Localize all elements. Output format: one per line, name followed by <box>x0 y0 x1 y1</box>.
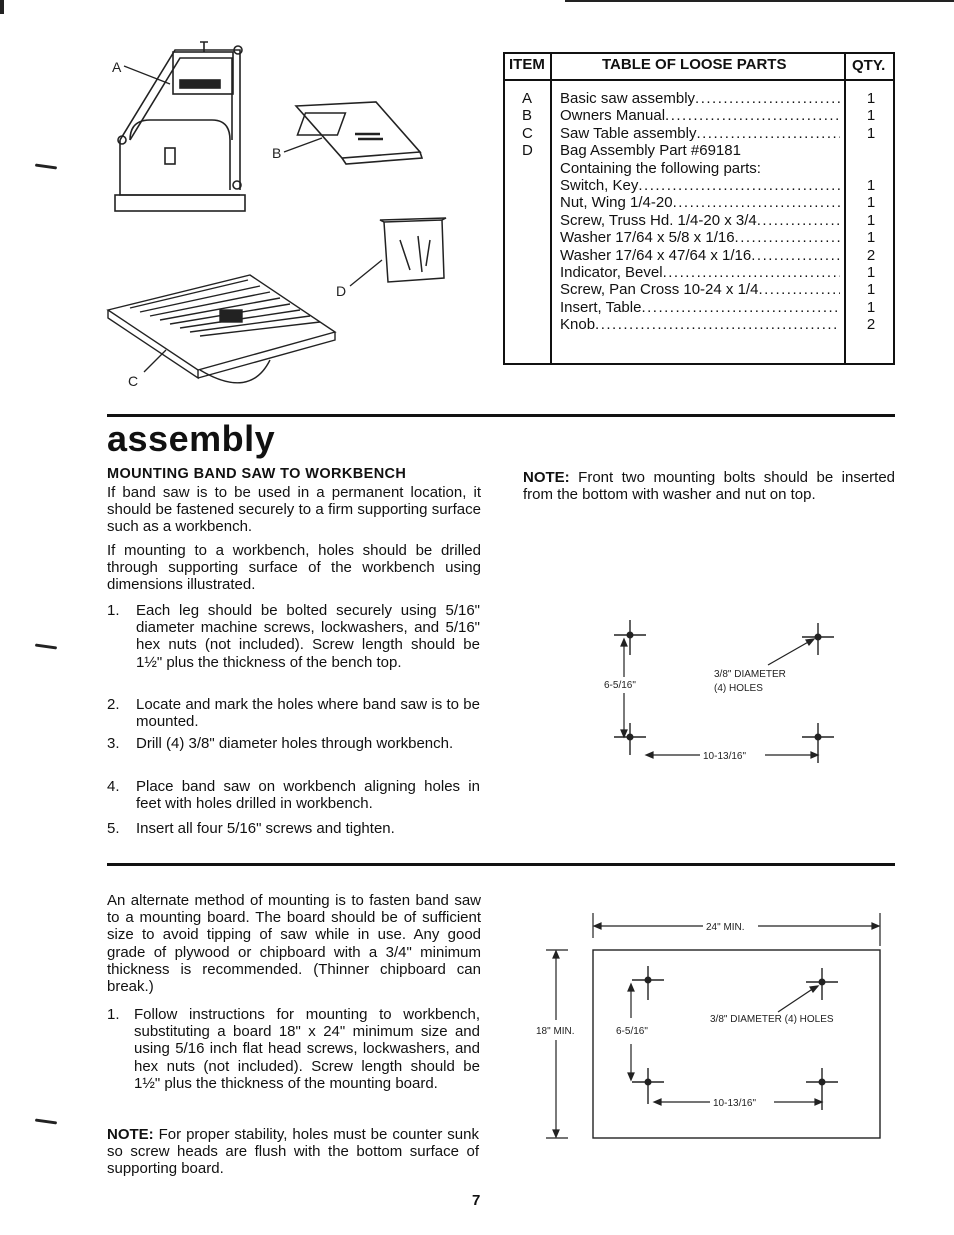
band-saw-drawing <box>115 42 245 211</box>
part-name: Containing the following parts: <box>560 159 761 177</box>
list-item <box>107 735 481 771</box>
part-name: Bag Assembly Part #69181 <box>560 142 741 160</box>
callout-label-a: A <box>112 59 122 75</box>
table-row <box>560 177 840 194</box>
step-text: Follow instructions for mounting to workbench, substituting a board 18" x 24" minimum size and using 5/16 inch flat head screws, lockwashers, and hex nuts (not included). Screw length should be 1½" plus the thickness of the mounting board. <box>134 1006 480 1092</box>
step-text: Place band saw on workbench aligning holes in feet with holes drilled in workbench. <box>136 778 480 813</box>
table-row <box>560 299 840 316</box>
quantity-cell: 1 <box>866 264 876 282</box>
hole-label: 3/8" DIAMETER <box>714 669 786 680</box>
hole-markers <box>632 966 838 1110</box>
step-text: Each leg should be bolted securely using 5/16" diameter machine screws, lockwashers, and 5/16" hex nuts (not included). Screw length should be 1½" plus the thickness of the bench top. <box>136 602 480 671</box>
section-subheading: MOUNTING BAND SAW TO WORKBENCH <box>107 466 407 482</box>
owners-manual-drawing <box>296 102 422 164</box>
note-text: Front two mounting bolts should be inserted from the bottom with washer and nut on top. <box>523 469 896 504</box>
quantity-cell: 1 <box>866 281 876 299</box>
part-name: Basic saw assembly <box>560 90 696 107</box>
quantity-cell: 1 <box>866 298 876 316</box>
list-item <box>107 696 481 732</box>
mounting-board-outline <box>593 950 880 1138</box>
quantity-cell: 1 <box>866 229 876 247</box>
quantity-column <box>861 90 881 334</box>
table-row <box>560 247 840 264</box>
table-header-rule <box>505 79 893 81</box>
step-text: Drill (4) 3/8" diameter holes through workbench. <box>136 735 454 752</box>
part-names <box>560 90 840 333</box>
margin-tick <box>35 643 57 649</box>
top-rule <box>565 0 954 2</box>
part-name: Screw, Truss Hd. 1/4-20 x 3/4 <box>560 211 757 229</box>
table-row <box>560 212 840 229</box>
mounting-board-diagram <box>528 908 888 1148</box>
table-row <box>560 142 840 159</box>
page-number: 7 <box>472 1192 481 1209</box>
part-name: Switch, Key <box>560 176 639 194</box>
section-rule <box>107 863 895 866</box>
step-text: Locate and mark the holes where band saw is to be mounted. <box>136 696 480 731</box>
step-number: 4. <box>107 778 120 795</box>
page-title: assembly <box>107 418 276 459</box>
part-name: Nut, Wing 1/4-20 <box>560 194 673 212</box>
board-height-dimension: 18" MIN. <box>536 1026 575 1037</box>
part-name: Washer 17/64 x 47/64 x 1/16 <box>560 246 752 264</box>
quantity-cell: 1 <box>866 194 876 212</box>
section-rule <box>107 414 895 417</box>
dimension-lines <box>621 639 818 758</box>
callout-label-c: C <box>128 373 139 389</box>
table-row <box>560 229 840 246</box>
part-name: Owners Manual <box>560 107 666 125</box>
table-divider <box>550 54 552 363</box>
table-row <box>560 90 840 107</box>
list-item <box>107 778 481 814</box>
table-row <box>560 194 840 211</box>
table-row <box>560 125 840 142</box>
page-corner-mark <box>0 0 4 14</box>
margin-tick <box>35 1118 57 1124</box>
part-name: Insert, Table <box>560 298 642 316</box>
alternate-paragraph: An alternate method of mounting is to fasten band saw to a mounting board. The board should be of sufficient size to avoid tipping of saw while in use. Any good grade of plywood or chipboard with a 3/4" minimum thickness is recommended. (Thinner chipboard can break.) <box>107 892 481 996</box>
mounting-note <box>523 469 895 503</box>
hole-layout-diagram <box>600 615 840 775</box>
countersink-note <box>107 1126 479 1178</box>
part-name: Knob <box>560 316 596 334</box>
quantity-cell: 1 <box>866 211 876 229</box>
table-row <box>560 264 840 281</box>
board-width-dimension: 24" MIN. <box>706 922 745 933</box>
step-number: 1. <box>107 1006 120 1023</box>
horizontal-dimension: 10-13/16" <box>703 751 747 762</box>
step-number: 5. <box>107 820 120 837</box>
step-number: 3. <box>107 735 120 752</box>
margin-tick <box>35 163 57 169</box>
vertical-dimension: 6-5/16" <box>616 1026 648 1037</box>
parts-bag-drawing <box>380 218 446 282</box>
step-number: 2. <box>107 696 120 713</box>
column-header-qty: QTY. <box>852 57 886 74</box>
note-text: For proper stability, holes must be counter sunk so screw heads are flush with the bottom surface of supporting board. <box>107 1126 479 1178</box>
horizontal-dimension: 10-13/16" <box>713 1098 757 1109</box>
note-label: NOTE: <box>523 469 570 486</box>
step-number: 1. <box>107 602 120 619</box>
quantity-cell: 1 <box>866 107 876 125</box>
item-letters <box>522 90 533 160</box>
intro-paragraph: If mounting to a workbench, holes should be drilled through supporting surface of the workbench using dimensions illustrated. <box>107 542 481 594</box>
table-row <box>560 107 840 124</box>
table-divider <box>844 54 846 363</box>
column-header-item: ITEM <box>509 56 545 73</box>
quantity-cell: 2 <box>866 316 876 334</box>
list-item <box>107 1006 481 1110</box>
item-letter: B <box>522 107 533 125</box>
part-name: Screw, Pan Cross 10-24 x 1/4 <box>560 281 759 299</box>
part-name: Washer 17/64 x 5/8 x 1/16 <box>560 229 735 247</box>
loose-parts-table <box>503 52 895 365</box>
hole-label: 3/8" DIAMETER (4) HOLES <box>710 1014 834 1025</box>
quantity-cell: 1 <box>866 177 876 194</box>
part-name: Indicator, Bevel <box>560 263 663 281</box>
saw-table-drawing <box>108 275 335 383</box>
column-header-title: TABLE OF LOOSE PARTS <box>602 56 787 73</box>
loose-parts-illustration <box>100 40 460 400</box>
quantity-cell: 1 <box>866 124 876 142</box>
callout-label-b: B <box>272 145 282 161</box>
item-letter: D <box>522 142 533 160</box>
step-text: Insert all four 5/16" screws and tighten. <box>136 820 395 837</box>
list-item <box>107 602 481 688</box>
quantity-cell: 1 <box>866 90 876 107</box>
note-label: NOTE: <box>107 1126 154 1143</box>
table-row <box>560 281 840 298</box>
quantity-cell <box>861 142 881 159</box>
part-name: Saw Table assembly <box>560 124 697 142</box>
list-item <box>107 820 481 838</box>
quantity-cell: 2 <box>866 246 876 264</box>
vertical-dimension: 6-5/16" <box>604 680 636 691</box>
intro-paragraph: If band saw is to be used in a permanent location, it should be fastened securely to a firm supporting surface such as a workbench. <box>107 484 481 536</box>
hole-label: (4) HOLES <box>714 683 763 694</box>
quantity-cell <box>861 160 881 177</box>
item-letter: C <box>522 124 533 142</box>
callout-label-d: D <box>336 283 347 299</box>
callout-leaders <box>124 66 382 372</box>
table-row <box>560 160 840 177</box>
table-row <box>560 316 840 333</box>
item-letter: A <box>522 90 533 107</box>
